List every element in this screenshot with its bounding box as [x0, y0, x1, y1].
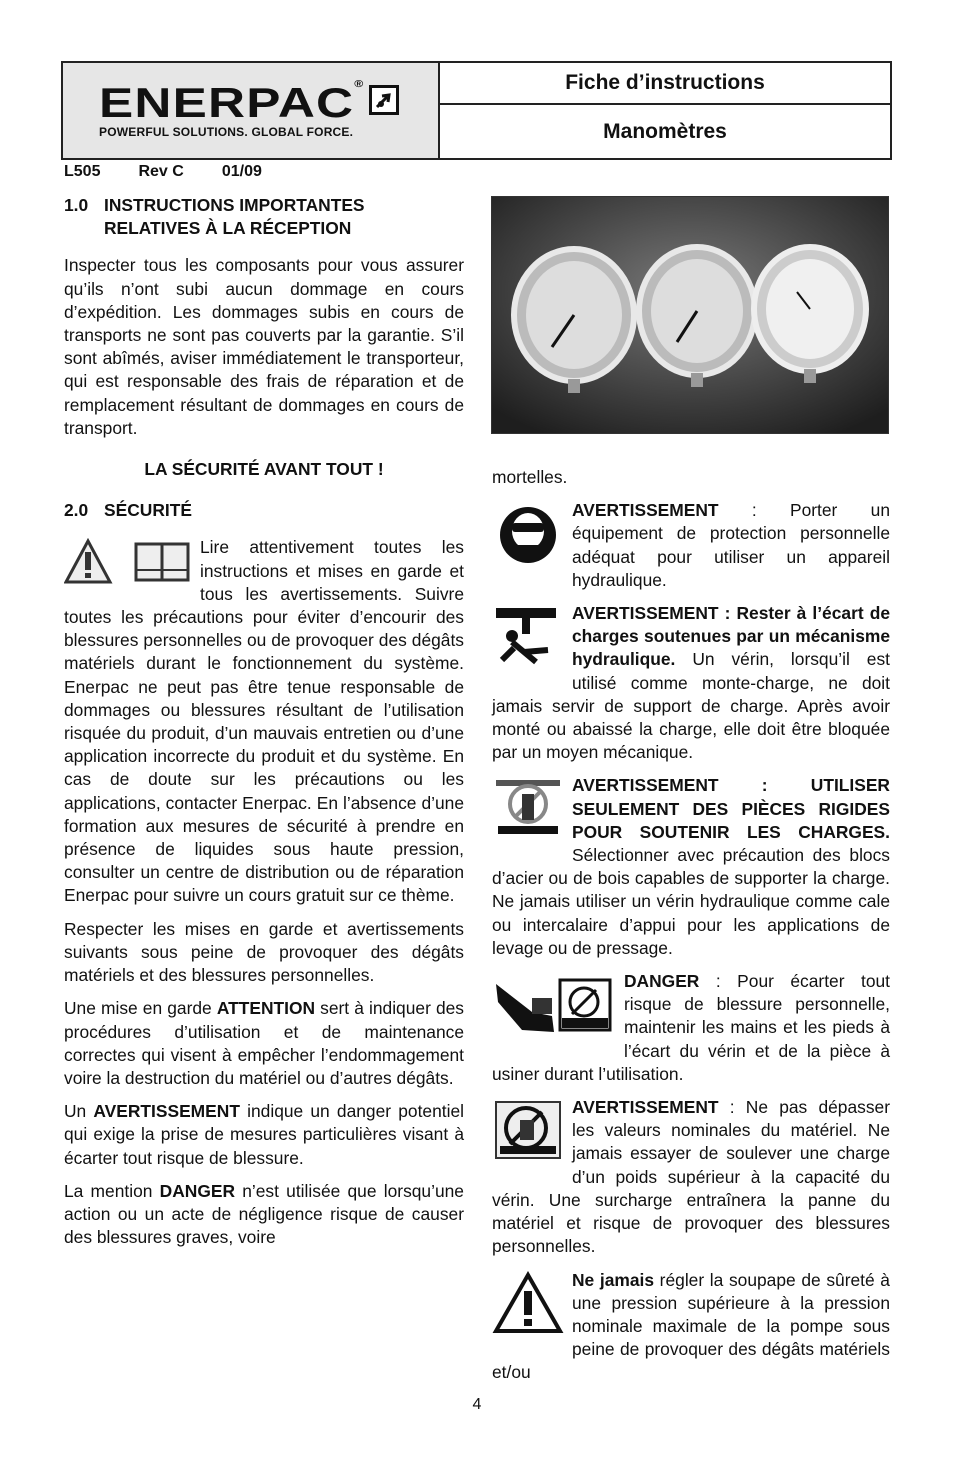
warning-rigid-parts: AVERTISSEMENT : UTILISER SEULEMENT DES PIÈCES RIGIDES POUR SOUTENIR LES CHARGES. Sélectionner avec précaution des blocs d’acier ou de bois capables de supporter la charge. Ne jamais utiliser un vérin hydraulique comme cale ou intercalaire d’appui pour les applications de levage ou de pressage. — [492, 775, 890, 958]
document-subtitle: Manomètres — [603, 119, 727, 143]
protective-equipment-icon — [492, 501, 564, 571]
doc-code: L505 — [64, 163, 101, 180]
cribbing-icon — [492, 776, 564, 846]
falling-load-icon — [492, 604, 564, 674]
danger-hands-feet: DANGER : Pour écarter tout risque de blessure personnelle, maintenir les mains et les pieds à l’écart du vérin et de la pièce à usiner durant l’utilisation. — [492, 971, 890, 1084]
section-1-heading: 1.0 INSTRUCTIONS IMPORTANTES RELATIVES À LA RÉCEPTION — [64, 195, 365, 239]
document-reference — [64, 163, 300, 181]
overload-icon — [492, 1098, 564, 1168]
section-2-heading: 2.0 SÉCURITÉ — [64, 500, 192, 521]
never-relief-valve: Ne jamais régler la soupape de sûreté à une pression supérieure à la pression nominale maximale de la pompe sous peine de provoquer des dégâts matériels et/ou — [492, 1269, 890, 1383]
right-column — [492, 466, 890, 1395]
safety-first-heading: LA SÉCURITÉ AVANT TOUT ! — [144, 459, 384, 480]
crush-hazard-icon — [492, 972, 616, 1042]
title-box — [440, 63, 890, 158]
danger-text: La mention DANGER n’est utilisée que lorsqu’une action ou un acte de négligence risque de causer des blessures graves, voire — [64, 1180, 464, 1248]
document-header — [61, 61, 892, 160]
doc-rev: Rev C — [138, 163, 184, 180]
warning-triangle-icon — [492, 1271, 564, 1341]
gauges-photo — [491, 196, 889, 434]
page-number: 4 — [472, 1396, 482, 1413]
avertissement-text: Un AVERTISSEMENT indique un danger potentiel qui exige la prise de mesures particulières visant à écarter tout risque de blessure. — [64, 1101, 464, 1168]
brand-logo-box — [63, 63, 440, 158]
left-column — [64, 194, 464, 1259]
doc-date: 01/09 — [221, 163, 262, 180]
attention-text: Une mise en garde ATTENTION sert à indiquer des procédures d’utilisation et de maintenance correctes qui visent à empêcher l’endommagement voire la destruction du matériel ou d’autres dégâts. — [64, 998, 464, 1088]
section-1-text: Inspecter tous les composants pour vous assurer qu’ils n’ont subi aucun dommage en cours d’expédition. Les dommages subis en cours de transports ne sont pas couverts par la garantie. S’il sont abîmés, aviser immédiatement le transporteur, qui est responsable des frais de réparation et de remplacement résultant de dommages en cours de transport. — [64, 255, 464, 438]
document-title: Fiche d’instructions — [440, 63, 890, 105]
brand-tagline: POWERFUL SOLUTIONS. GLOBAL FORCE. — [99, 125, 354, 139]
brand-logo: ENERPAC® — [99, 79, 365, 126]
respect-text: Respecter les mises en garde et avertissements suivants sous peine de provoquer des dégâts matériels et des blessures personnelles. — [64, 918, 464, 986]
warning-triangle-icon — [64, 538, 192, 592]
manual-book-icon — [136, 544, 188, 580]
continued-text: mortelles. — [492, 467, 568, 487]
warning-overload: AVERTISSEMENT : Ne pas dépasser les valeurs nominales du matériel. Ne jamais essayer de soulever une charge d’un poids supérieur à la capacité du vérin. Une surcharge entraînera la panne du matériel et risque de provoquer des blessures personnelles. — [492, 1097, 890, 1257]
warning-ppe: AVERTISSEMENT : Porter un équipement de protection personnelle adéquat pour utiliser un appareil hydraulique. — [492, 499, 890, 592]
section-2-text: Lire attentivement toutes les instructions et mises en garde et tous les avertissements. Suivre toutes les précautions pour éviter d’encourir des blessures personnelles ou de provoquer des dégâts matériels durant le fonctionnement du système. Enerpac ne peut pas être tenue responsable de dommages ou blessures résultant de l’utilisation risquée du produit, d’un mauvais entretien ou d’une application incorrecte du produit et du système. En cas de doute sur les précautions ou les applications, contacter Enerpac. En l’absence d’une formation aux mesures de sécurité à prendre en présence de liquides sous haute pression, consulter un centre de distribution ou de réparation Enerpac pour suivre un cours gratuit sur ce thème. — [64, 537, 464, 906]
brand-mark-icon — [369, 85, 399, 115]
warning-supported-loads: AVERTISSEMENT : Rester à l’écart de charges soutenues par un mécanisme hydraulique. Un vérin, lorsqu’il est utilisé comme monte-charge, ne doit jamais servir de support de charge. Après avoir monté ou abaissé la charge, elle doit être bloquée par un moyen mécanique. — [492, 603, 890, 763]
